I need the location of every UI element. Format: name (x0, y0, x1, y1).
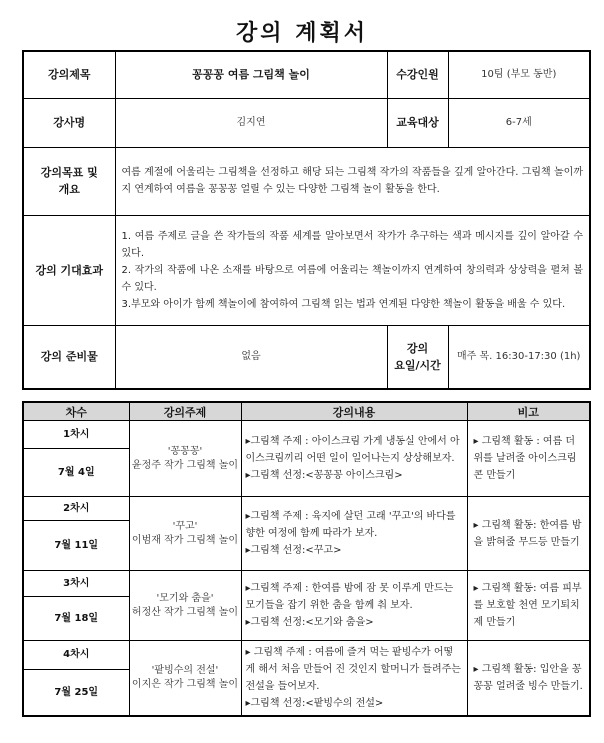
topic-title: '꽁꽁꽁' (167, 445, 203, 457)
course-name: 꽁꽁꽁 여름 그림책 놀이 (115, 51, 387, 98)
session-content (241, 571, 467, 641)
header-topic: 강의주제 (129, 402, 241, 421)
session-topic (129, 497, 241, 571)
capacity-value: 10팀 (부모 동반) (448, 51, 590, 98)
effect-item: 1. 여름 주제로 글을 쓴 작가들의 작품 세계를 알아보면서 작가가 추구하는 색과 메시지를 깊이 알아갈 수 있다. (121, 230, 583, 259)
effect-item: 2. 작가의 작품에 나온 소재를 바탕으로 여름에 어울리는 책놀이까지 연계하여 창의력과 상상력을 펼쳐 볼 수 있다. (121, 264, 583, 293)
effect-item: 3.부모와 아이가 함께 책놀이에 참여하여 그림책 읽는 법과 연계된 다양한 책놀이 활동을 배울 수 있다. (121, 298, 566, 310)
topic-desc: 이지은 작가 그림책 놀이 (131, 679, 239, 690)
content-theme: ▸그림책 주제 : 아이스크림 가게 냉동실 안에서 아이스크림끼리 어떤 일이 일어나는지 상상해보자. (245, 436, 460, 464)
session-note: ▸ 그림책 활동: 여름 피부를 보호할 천연 모기퇴치제 만들기 (467, 571, 590, 641)
topic-desc: 허정산 작가 그림책 놀이 (131, 606, 239, 618)
header-session: 차수 (23, 402, 129, 421)
session-content (241, 497, 467, 571)
instructor-value: 김지연 (115, 98, 387, 147)
session-topic (129, 641, 241, 717)
effects-label: 강의 기대효과 (23, 215, 115, 325)
session-topic (129, 571, 241, 641)
materials-label: 강의 준비물 (23, 325, 115, 389)
session-note: ▸ 그림책 활동 : 여름 더위를 날려줄 아이스크림 콘 만들기 (467, 421, 590, 497)
topic-desc: 윤정주 작가 그림책 놀이 (131, 459, 239, 471)
session-topic (129, 421, 241, 497)
session-table (22, 401, 591, 717)
schedule-label-line: 요일/시간 (394, 358, 441, 372)
document-title: 강의 계획서 (236, 21, 368, 46)
target-value: 6-7세 (448, 98, 590, 147)
session-note: ▸ 그림책 활동: 입안을 꽁꽁꽁 얼려줄 빙수 만들기. (467, 641, 590, 717)
topic-title: '꾸고' (172, 520, 198, 532)
session-date: 7월 11일 (23, 521, 129, 571)
course-name-label: 강의제목 (23, 51, 115, 98)
schedule-label (387, 325, 448, 389)
content-book: ▸그림책 선정:<모기와 춤을> (245, 617, 374, 628)
session-number: 2차시 (23, 497, 129, 521)
schedule-value: 매주 목. 16:30-17:30 (1h) (448, 325, 590, 389)
session-date: 7월 4일 (23, 449, 129, 497)
objective-text: 여름 계절에 어울리는 그림책을 선정하고 해당 되는 그림책 작가의 작품들을 깊게 알아간다. 그림책 놀이까지 연계하여 여름을 꽁꽁꽁 얼릴 수 있는 다양한 그림책 놀이 활동을 한다. (115, 147, 590, 215)
header-note: 비고 (467, 402, 590, 421)
capacity-label: 수강인원 (387, 51, 448, 98)
content-theme: ▸그림책 주제 : 육지에 살던 고래 '꾸고'의 바다를 향한 여정에 함께 따라가 보자. (245, 511, 456, 539)
session-number: 1차시 (23, 421, 129, 449)
session-date: 7월 18일 (23, 597, 129, 641)
course-info-table (22, 50, 591, 390)
target-label: 교육대상 (387, 98, 448, 147)
content-theme: ▸그림책 주제 : 한여름 밤에 잠 못 이루게 만드는 모기들을 잡기 위한 춤을 함께 춰 보자. (245, 583, 454, 611)
materials-value: 없음 (115, 325, 387, 389)
session-content (241, 641, 467, 717)
session-number: 4차시 (23, 641, 129, 670)
session-number: 3차시 (23, 571, 129, 597)
schedule-label-line: 강의 (406, 341, 429, 355)
content-book: ▸그림책 선정:<팥빙수의 전설> (245, 698, 384, 709)
topic-title: '모기와 춤을' (156, 592, 214, 604)
topic-desc: 이범재 작가 그림책 놀이 (131, 534, 239, 546)
session-note: ▸ 그림책 활동: 한여름 밤을 밝혀줄 무드등 만들기 (467, 497, 590, 571)
header-content: 강의내용 (241, 402, 467, 421)
content-book: ▸그림책 선정:<꽁꽁꽁 아이스크림> (245, 470, 403, 481)
session-content (241, 421, 467, 497)
session-date: 7월 25일 (23, 669, 129, 716)
instructor-label: 강사명 (23, 98, 115, 147)
content-book: ▸그림책 선정:<꾸고> (245, 545, 342, 556)
objective-label: 강의목표 및 개요 (23, 147, 115, 215)
content-theme: ▸ 그림책 주제 : 여름에 즐겨 먹는 팥빙수가 어떻게 해서 처음 만들어 진 것인지 할머니가 들려주는 전설을 들어보자. (245, 647, 461, 692)
effects-text (115, 215, 590, 325)
topic-title: '팥빙수의 전설' (151, 665, 219, 676)
